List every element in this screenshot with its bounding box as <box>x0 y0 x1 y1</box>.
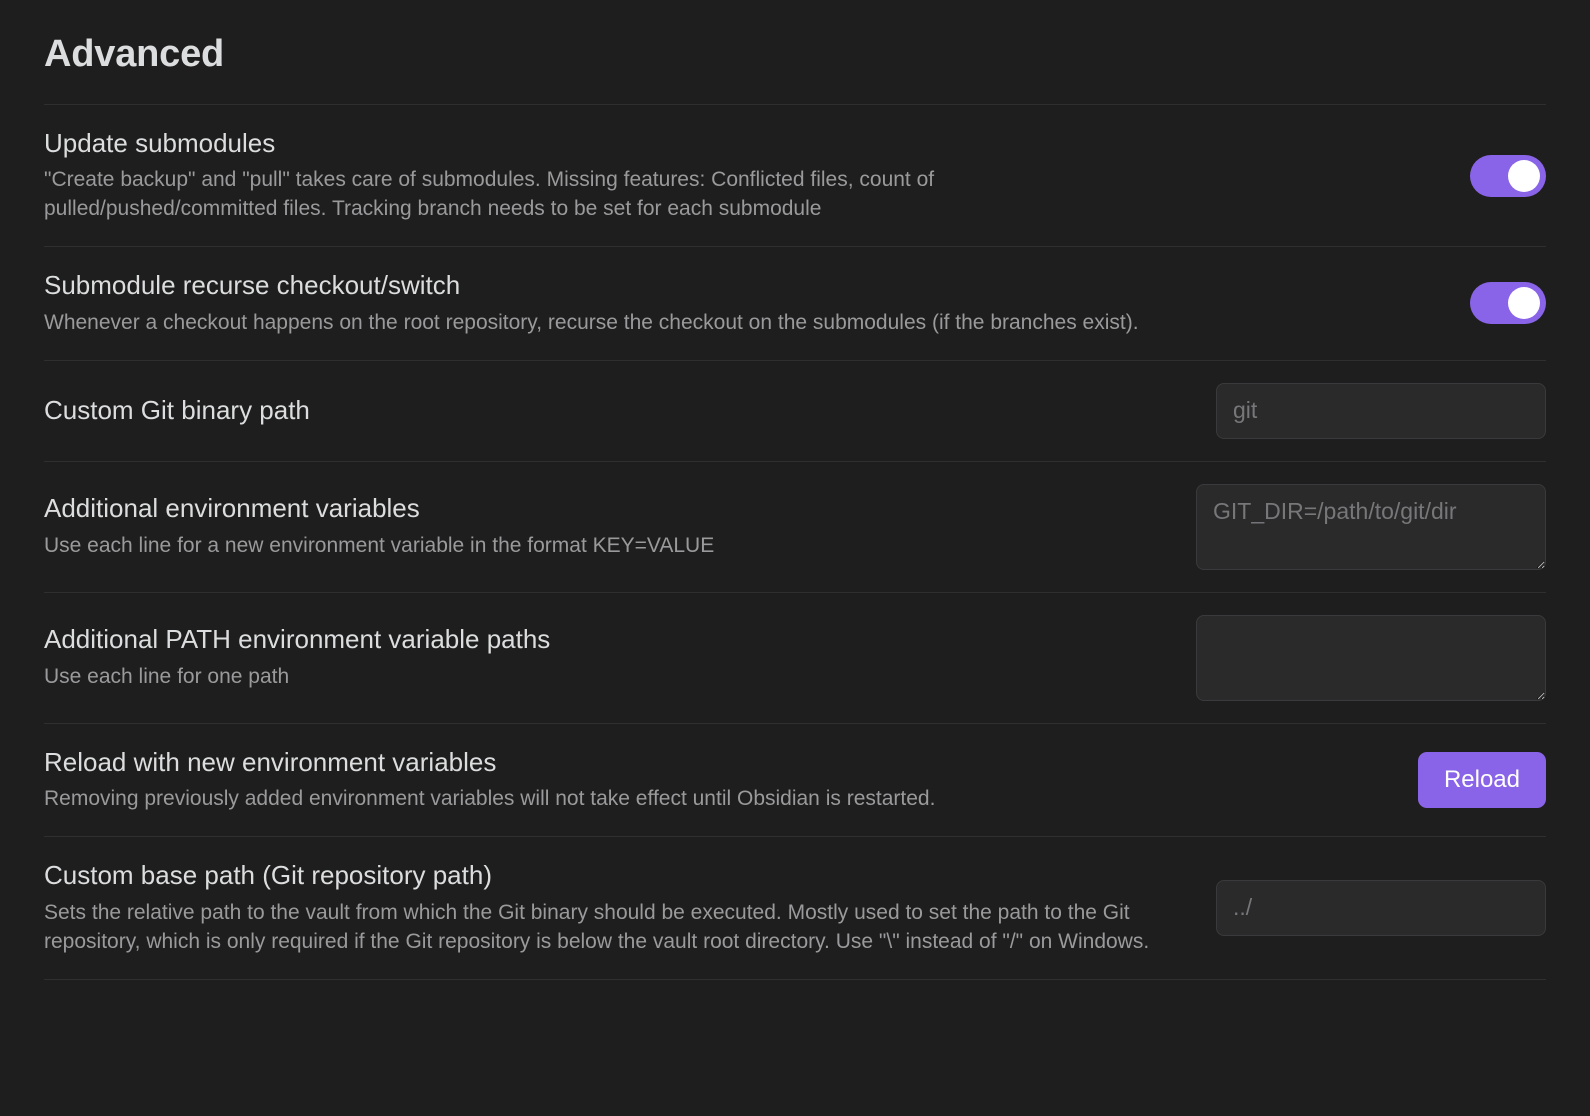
update-submodules-toggle[interactable] <box>1470 155 1546 197</box>
setting-name: Custom base path (Git repository path) <box>44 860 492 891</box>
setting-description: Whenever a checkout happens on the root repository, recurse the checkout on the submodules (if the branches exist). <box>44 310 1139 334</box>
setting-reload-environment-variables <box>44 723 1546 836</box>
setting-name: Update submodules <box>44 127 276 158</box>
setting-additional-path-variables <box>44 592 1546 723</box>
setting-additional-environment-variables <box>44 461 1546 592</box>
setting-control <box>1196 484 1546 570</box>
setting-custom-base-path <box>44 836 1546 978</box>
setting-info <box>44 492 1172 560</box>
bottom-divider <box>44 979 1546 980</box>
toggle-knob-icon <box>1508 160 1540 192</box>
setting-info <box>44 269 1446 337</box>
setting-name: Additional environment variables <box>44 493 420 524</box>
setting-info <box>44 394 1192 427</box>
setting-name: Additional PATH environment variable paths <box>44 624 551 655</box>
setting-custom-git-binary-path <box>44 360 1546 461</box>
setting-info <box>44 746 1394 814</box>
setting-description: Removing previously added environment variables will not take effect until Obsidian is restarted. <box>44 787 936 811</box>
setting-info <box>44 623 1172 691</box>
setting-control <box>1196 615 1546 701</box>
setting-update-submodules <box>44 104 1546 246</box>
custom-git-binary-path-input[interactable] <box>1216 383 1546 439</box>
setting-description: Use each line for a new environment variable in the format KEY=VALUE <box>44 533 715 557</box>
additional-path-variables-textarea[interactable] <box>1196 615 1546 701</box>
submodule-recurse-checkout-toggle[interactable] <box>1470 282 1546 324</box>
setting-name: Submodule recurse checkout/switch <box>44 270 461 301</box>
setting-info <box>44 127 1446 224</box>
setting-control <box>1470 155 1546 197</box>
setting-description: Use each line for one path <box>44 664 290 688</box>
setting-name: Custom Git binary path <box>44 395 310 426</box>
additional-environment-variables-textarea[interactable] <box>1196 484 1546 570</box>
custom-base-path-input[interactable] <box>1216 880 1546 936</box>
setting-description: "Create backup" and "pull" takes care of submodules. Missing features: Conflicted files, count of pulled/pushed/committed files. Tracking branch needs to be set for each submodule <box>44 168 935 221</box>
setting-control <box>1418 752 1546 808</box>
setting-submodule-recurse-checkout <box>44 246 1546 359</box>
setting-description: Sets the relative path to the vault from which the Git binary should be executed. Mostly used to set the path to the Git repository, which is only required if the Git repository is below the vault root directory. Use "\" instead of "/" on Windows. <box>44 900 1150 953</box>
toggle-knob-icon <box>1508 287 1540 319</box>
reload-button[interactable]: Reload <box>1418 752 1546 808</box>
setting-info <box>44 859 1192 956</box>
setting-name: Reload with new environment variables <box>44 746 497 777</box>
setting-control <box>1216 880 1546 936</box>
page-title: Advanced <box>44 33 225 75</box>
setting-control <box>1470 282 1546 324</box>
setting-control <box>1216 383 1546 439</box>
